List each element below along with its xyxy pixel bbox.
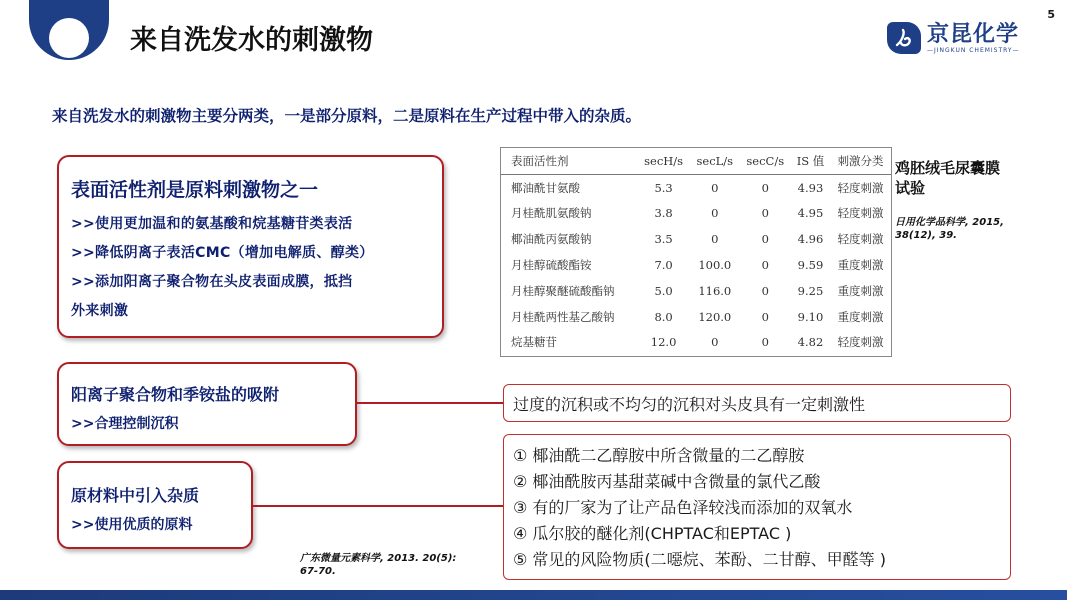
- table-row: [501, 201, 891, 227]
- table-cell: 0: [711, 180, 719, 195]
- list-item: ③ 有的厂家为了让产品色泽较浅而添加的双氧水: [513, 498, 853, 517]
- table-cell: 0: [761, 206, 769, 221]
- header-circle: [49, 18, 89, 58]
- table-cell: 烷基糖苷: [511, 335, 557, 350]
- table-cell: 0: [761, 180, 769, 195]
- table-cell: 9.10: [797, 309, 824, 324]
- table-cell: 椰油酰甘氨酸: [511, 180, 580, 195]
- surfactant-card: [57, 155, 444, 338]
- table-cell: 3.5: [654, 232, 673, 247]
- card-line: >>使用优质的原料: [71, 517, 193, 533]
- table-cell: 4.82: [797, 335, 824, 350]
- table-cell: 4.96: [797, 232, 824, 247]
- table-cell: 重度刺激: [837, 258, 884, 273]
- list-item: ② 椰油酰胺丙基甜菜碱中含微量的氯代乙酸: [513, 472, 821, 491]
- table-row: [501, 174, 891, 200]
- column-header: 表面活性剂: [511, 153, 569, 168]
- column-header: secH/s: [644, 153, 684, 168]
- table-cell: 轻度刺激: [837, 232, 884, 247]
- table-cell: 4.93: [797, 180, 824, 195]
- card-title: 原材料中引入杂质: [71, 486, 200, 505]
- card-line: >>合理控制沉积: [71, 416, 179, 432]
- table-cell: 3.8: [654, 206, 673, 221]
- table-row: [501, 304, 891, 330]
- column-header: 刺激分类: [837, 153, 884, 168]
- page-number: 5: [1047, 8, 1055, 21]
- card-line: >>使用更加温和的氨基酸和烷基糖苷类表活: [71, 216, 353, 232]
- table-cell: 椰油酰丙氨酸钠: [511, 232, 592, 247]
- column-header: IS 值: [796, 153, 825, 168]
- slide-subtitle: 来自洗发水的刺激物主要分两类，一是部分原料，二是原料在生产过程中带入的杂质。: [52, 107, 642, 125]
- table-cell: 月桂酰肌氨酸钠: [511, 206, 592, 221]
- list-item: ④ 瓜尔胶的醚化剂(CHPTAC和EPTAC ): [513, 524, 792, 543]
- table-cell: 9.25: [797, 283, 824, 298]
- table-row: [501, 278, 891, 304]
- table-row: [501, 226, 891, 252]
- irritation-table: [500, 147, 892, 357]
- column-header: secL/s: [696, 153, 734, 168]
- table-cell: 轻度刺激: [837, 206, 884, 221]
- table-cell: 月桂醇硫酸酯铵: [511, 258, 592, 273]
- table-cell: 8.0: [654, 309, 673, 324]
- card-line: 外来刺激: [71, 303, 129, 319]
- cationic-polymer-card: [57, 362, 357, 446]
- company-logo: [887, 22, 1020, 54]
- table-cell: 重度刺激: [837, 283, 884, 298]
- table-cell: 轻度刺激: [837, 180, 884, 195]
- connector-line: [253, 505, 503, 507]
- list-item: ① 椰油酰二乙醇胺中所含微量的二乙醇胺: [513, 446, 805, 465]
- table-cell: 0: [711, 335, 719, 350]
- impurity-card: [57, 461, 253, 549]
- table-cell: 月桂醇聚醚硫酸酯钠: [511, 283, 615, 298]
- logo-name: 京昆化学: [927, 21, 1020, 47]
- table-cell: 12.0: [650, 335, 677, 350]
- table-cell: 重度刺激: [837, 309, 884, 324]
- logo-icon: [887, 22, 921, 54]
- table-citation: 日用化学品科学, 2015, 38(12), 39.: [895, 217, 1004, 241]
- table-cell: 0: [761, 258, 769, 273]
- logo-subname: —JINGKUN CHEMISTRY—: [927, 46, 1020, 54]
- footer-bar: [0, 590, 1067, 600]
- test-method-label: 鸡胚绒毛尿囊膜试验: [895, 159, 1001, 197]
- table-cell: 100.0: [698, 258, 732, 273]
- table-cell: 5.0: [654, 283, 673, 298]
- table-cell: 0: [761, 335, 769, 350]
- card-line: >>降低阴离子表活CMC（增加电解质、醇类）: [71, 245, 374, 261]
- table-row: [501, 330, 891, 356]
- page-title: 来自洗发水的刺激物: [130, 25, 373, 56]
- table-header-row: [501, 148, 891, 174]
- list-item: ⑤ 常见的风险物质(二噁烷、苯酚、二甘醇、甲醛等 ): [513, 550, 887, 569]
- deposition-note: 过度的沉积或不均匀的沉积对头皮具有一定刺激性: [503, 384, 1011, 422]
- table-row: [501, 252, 891, 278]
- table-cell: 月桂酰两性基乙酸钠: [511, 309, 615, 324]
- table-cell: 轻度刺激: [837, 335, 884, 350]
- table-cell: 4.95: [797, 206, 824, 221]
- connector-line: [357, 402, 503, 404]
- table-cell: 120.0: [698, 309, 732, 324]
- table-cell: 7.0: [654, 258, 673, 273]
- table-cell: 5.3: [654, 180, 673, 195]
- card-line: >>添加阳离子聚合物在头皮表面成膜，抵挡: [71, 274, 353, 290]
- card-title: 阳离子聚合物和季铵盐的吸附: [71, 385, 280, 404]
- table-cell: 9.59: [797, 258, 824, 273]
- card-title: 表面活性剂是原料刺激物之一: [71, 179, 319, 201]
- bottom-citation: 广东微量元素科学, 2013. 20(5): 67-70.: [300, 553, 457, 577]
- table-cell: 116.0: [698, 283, 732, 298]
- column-header: secC/s: [746, 153, 785, 168]
- table-cell: 0: [761, 309, 769, 324]
- table-cell: 0: [761, 283, 769, 298]
- table-cell: 0: [711, 206, 719, 221]
- table-cell: 0: [711, 232, 719, 247]
- table-cell: 0: [761, 232, 769, 247]
- impurity-list: [503, 434, 1011, 580]
